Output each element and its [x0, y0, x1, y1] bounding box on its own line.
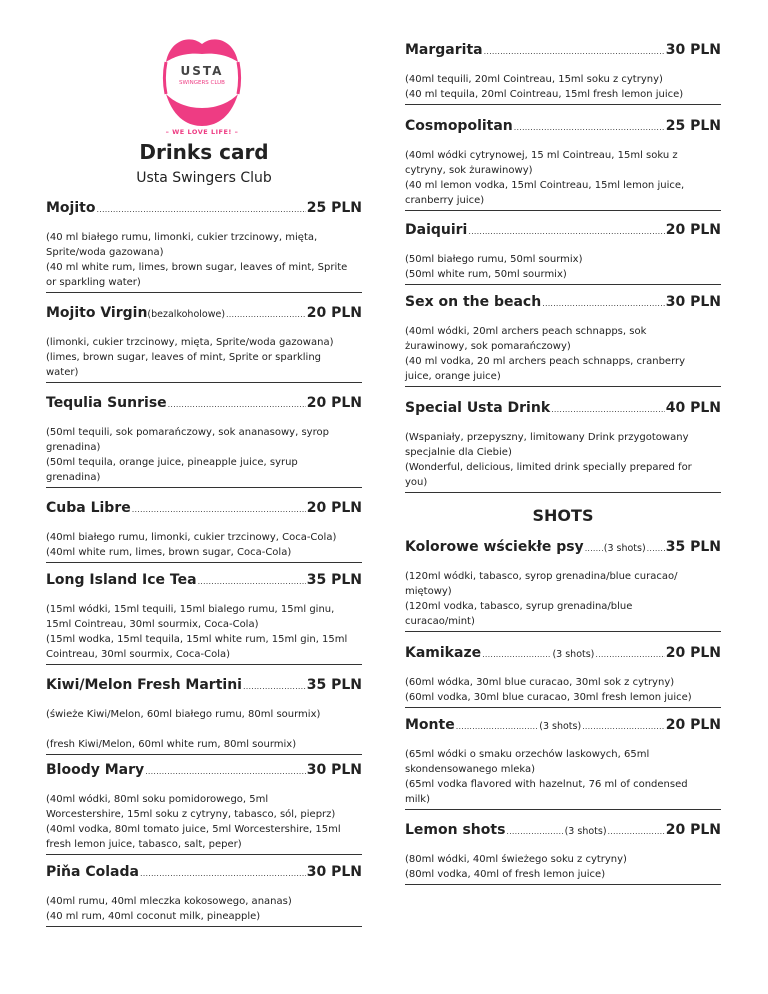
dot-leader: [484, 47, 665, 56]
drink-item: [46, 762, 362, 855]
description-line: (40 ml rum, 40ml coconut milk, pineapple): [46, 911, 261, 922]
description-line: (120ml wódki, tabasco, syrop grenadina/blue curacao/: [405, 571, 678, 582]
drink-price: 30 PLN: [306, 864, 362, 880]
drink-description: [46, 792, 362, 852]
drink-name: Piňa Colada: [46, 864, 139, 880]
description-line: (40 ml lemon vodka, 15ml Cointreau, 15ml lemon juice,: [405, 180, 685, 191]
drink-name: Cuba Libre: [46, 500, 131, 516]
drink-name: Mojito: [46, 200, 96, 216]
description-line: (40ml wódki cytrynowej, 15 ml Cointreau, 15ml soku z: [405, 150, 678, 161]
description-line: (40 ml white rum, limes, brown sugar, leaves of mint, Sprite: [46, 262, 348, 273]
drink-header: [405, 222, 721, 238]
drink-description: [405, 430, 721, 490]
drink-header: [405, 400, 721, 416]
description-line: żurawinowy, sok pomarańczowy): [405, 341, 571, 352]
drink-item: [46, 395, 362, 488]
drink-item: [46, 200, 362, 293]
drink-name: Tequlia Sunrise: [46, 395, 167, 411]
drink-description: [46, 335, 362, 380]
drink-name: Kiwi/Melon Fresh Martini: [46, 677, 242, 693]
description-line: (40ml white rum, limes, brown sugar, Coca-Cola): [46, 547, 292, 558]
description-line: (Wonderful, delicious, limited drink specially prepared for: [405, 462, 692, 473]
divider: [405, 809, 721, 810]
drink-note: (3 shots): [539, 721, 582, 732]
divider: [405, 631, 721, 632]
drink-item: [46, 572, 362, 665]
drink-header: [46, 500, 362, 516]
description-line: (65ml vodka flavored with hazelnut, 76 ml of condensed: [405, 779, 688, 790]
dot-leader: [226, 310, 306, 319]
description-line: (50ml tequili, sok pomarańczowy, sok ananasowy, syrop: [46, 427, 329, 438]
drink-item: [405, 717, 721, 810]
dot-leader: [468, 227, 664, 236]
logo-text: USTA: [180, 64, 224, 78]
dot-leader: [482, 650, 551, 659]
drink-description: [46, 425, 362, 485]
drink-description: [405, 675, 721, 705]
dot-leader: [198, 577, 306, 586]
description-line: you): [405, 477, 428, 488]
description-line: (świeże Kiwi/Melon, 60ml białego rumu, 80ml sourmix): [46, 709, 321, 720]
dot-leader: [585, 544, 603, 553]
drink-description: [405, 852, 721, 882]
drink-header: [46, 395, 362, 411]
description-line: juice, orange juice): [405, 371, 501, 382]
drink-price: 20 PLN: [665, 645, 722, 661]
drink-price: 30 PLN: [665, 42, 721, 58]
description-line: (40 ml białego rumu, limonki, cukier trzcinowy, mięta,: [46, 232, 318, 243]
divider: [405, 386, 721, 387]
dot-leader: [243, 682, 306, 691]
dot-leader: [595, 650, 664, 659]
drink-header: [46, 200, 362, 216]
description-line: (fresh Kiwi/Melon, 60ml white rum, 80ml sourmix): [46, 739, 297, 750]
drink-price: 35 PLN: [665, 539, 721, 555]
description-line: (limonki, cukier trzcinowy, mięta, Sprite/woda gazowana): [46, 337, 334, 348]
drink-item: [405, 645, 721, 708]
description-line: (15ml wodka, 15ml tequila, 15ml white rum, 15ml gin, 15ml: [46, 634, 348, 645]
drink-description: [46, 894, 362, 924]
drink-description: [405, 569, 721, 629]
drink-price: 40 PLN: [665, 400, 721, 416]
description-line: cranberry juice): [405, 195, 485, 206]
drink-name: Cosmopolitan: [405, 118, 513, 134]
description-line: milk): [405, 794, 430, 805]
drink-item: [405, 822, 721, 885]
description-line: (80ml wódki, 40ml świeżego soku z cytryny): [405, 854, 627, 865]
drink-note: (3 shots): [564, 826, 607, 837]
description-line: or sparkling water): [46, 277, 141, 288]
description-line: (40ml vodka, 80ml tomato juice, 5ml Worcestershire, 15ml: [46, 824, 341, 835]
description-line: (40ml tequili, 20ml Cointreau, 15ml soku z cytryny): [405, 74, 663, 85]
dot-leader: [551, 405, 665, 414]
drink-description: [405, 72, 721, 102]
dot-leader: [542, 299, 665, 308]
description-line: (40 ml tequila, 20ml Cointreau, 15ml fresh lemon juice): [405, 89, 684, 100]
page-title: Drinks card: [139, 140, 269, 164]
drink-description: [405, 252, 721, 282]
description-line: (40ml rumu, 40ml mleczka kokosowego, ananas): [46, 896, 292, 907]
drink-item: [46, 677, 362, 755]
drink-header: [46, 572, 362, 588]
description-line: (40ml białego rumu, limonki, cukier trzcinowy, Coca-Cola): [46, 532, 337, 543]
divider: [405, 884, 721, 885]
description-line: grenadina): [46, 472, 101, 483]
drink-description: [405, 747, 721, 807]
drink-price: 35 PLN: [306, 677, 362, 693]
drink-name: Margarita: [405, 42, 483, 58]
description-line: fresh lemon juice, tabasco, salt, peper): [46, 839, 242, 850]
usta-logo: [160, 32, 244, 128]
drink-item: [405, 294, 721, 387]
drink-name: Kolorowe wściekłe psy: [405, 539, 584, 555]
drink-price: 25 PLN: [306, 200, 362, 216]
shots-title: SHOTS: [532, 506, 594, 525]
dot-leader: [608, 827, 665, 836]
drink-description: [46, 602, 362, 662]
drink-header: [405, 822, 721, 838]
drink-description: [405, 148, 721, 208]
drink-header: [405, 645, 721, 661]
drink-price: 20 PLN: [665, 822, 721, 838]
description-line: (limes, brown sugar, leaves of mint, Sprite or sparkling: [46, 352, 322, 363]
drink-name: Lemon shots: [405, 822, 506, 838]
drink-header: [405, 118, 721, 134]
description-line: grenadina): [46, 442, 101, 453]
divider: [405, 707, 721, 708]
drink-item: [46, 864, 362, 927]
drink-name: Mojito Virgin: [46, 305, 148, 321]
divider: [46, 382, 362, 383]
divider: [46, 664, 362, 665]
description-line: (50ml white rum, 50ml sourmix): [405, 269, 567, 280]
description-line: curacao/mint): [405, 616, 475, 627]
drink-item: [405, 42, 721, 105]
logo-subtext: SWINGERS CLUB: [179, 80, 225, 86]
drink-name: Bloody Mary: [46, 762, 145, 778]
dot-leader: [456, 722, 539, 731]
drink-price: 20 PLN: [306, 395, 362, 411]
drink-item: [46, 500, 362, 563]
drink-price: 35 PLN: [306, 572, 362, 588]
drink-header: [405, 42, 721, 58]
description-line: (15ml wódki, 15ml tequili, 15ml bialego rumu, 15ml ginu,: [46, 604, 335, 615]
dot-leader: [582, 722, 665, 731]
drink-header: [405, 539, 721, 555]
description-line: (65ml wódki o smaku orzechów laskowych, 65ml: [405, 749, 650, 760]
divider: [46, 926, 362, 927]
drink-note: (bezalkoholowe): [147, 309, 226, 320]
drink-name: Long Island Ice Tea: [46, 572, 197, 588]
drink-note: (3 shots): [552, 649, 595, 660]
drink-description: [46, 230, 362, 290]
dot-leader: [506, 827, 563, 836]
drink-header: [46, 677, 362, 693]
drink-name: Monte: [405, 717, 455, 733]
drink-description: [405, 324, 721, 384]
divider: [46, 292, 362, 293]
description-line: (120ml vodka, tabasco, syrup grenadina/blue: [405, 601, 633, 612]
description-line: skondensowanego mleka): [405, 764, 536, 775]
description-line: (60ml vodka, 30ml blue curacao, 30ml fresh lemon juice): [405, 692, 692, 703]
drink-item: [46, 305, 362, 383]
description-line: (Wspaniały, przepyszny, limitowany Drink przygotowany: [405, 432, 689, 443]
drink-price: 20 PLN: [306, 305, 362, 321]
divider: [405, 104, 721, 105]
dot-leader: [514, 123, 665, 132]
page-subtitle: Usta Swingers Club: [136, 170, 272, 186]
drink-price: 20 PLN: [665, 222, 721, 238]
drink-price: 20 PLN: [665, 717, 721, 733]
description-line: water): [46, 367, 79, 378]
drink-item: [405, 539, 721, 632]
description-line: (50ml tequila, orange juice, pineapple juice, syrup: [46, 457, 298, 468]
description-line: miętowy): [405, 586, 452, 597]
dot-leader: [96, 205, 305, 214]
drink-header: [46, 762, 362, 778]
description-line: Worcestershire, 15ml soku z cytryny, tabasco, sól, pieprz): [46, 809, 336, 820]
drink-note: (3 shots): [603, 543, 646, 554]
drink-name: Daiquiri: [405, 222, 468, 238]
divider: [405, 284, 721, 285]
dot-leader: [145, 767, 306, 776]
dot-leader: [140, 869, 306, 878]
description-line: 15ml Cointreau, 30ml sourmix, Coca-Cola): [46, 619, 259, 630]
drink-header: [46, 305, 362, 321]
description-line: specjalnie dla Ciebie): [405, 447, 512, 458]
description-line: (80ml vodka, 40ml of fresh lemon juice): [405, 869, 606, 880]
divider: [405, 210, 721, 211]
drink-header: [405, 717, 721, 733]
dot-leader: [132, 505, 306, 514]
drink-description: [46, 707, 362, 752]
divider: [46, 754, 362, 755]
drink-item: [405, 118, 721, 211]
drink-item: [405, 222, 721, 285]
drink-price: 20 PLN: [306, 500, 362, 516]
drink-header: [46, 864, 362, 880]
divider: [405, 492, 721, 493]
description-line: Sprite/woda gazowana): [46, 247, 164, 258]
divider: [46, 854, 362, 855]
description-line: (50ml białego rumu, 50ml sourmix): [405, 254, 583, 265]
drink-description: [46, 530, 362, 560]
divider: [46, 562, 362, 563]
drink-name: Special Usta Drink: [405, 400, 551, 416]
description-line: [46, 722, 362, 737]
description-line: (40 ml vodka, 20 ml archers peach schnapps, cranberry: [405, 356, 686, 367]
drink-name: Sex on the beach: [405, 294, 542, 310]
tagline: – WE LOVE LIFE! –: [165, 128, 239, 136]
description-line: (40ml wódki, 80ml soku pomidorowego, 5ml: [46, 794, 269, 805]
description-line: (40ml wódki, 20ml archers peach schnapps, sok: [405, 326, 647, 337]
dot-leader: [168, 400, 306, 409]
drink-price: 30 PLN: [665, 294, 721, 310]
divider: [46, 487, 362, 488]
description-line: cytryny, sok żurawinowy): [405, 165, 533, 176]
drink-price: 30 PLN: [306, 762, 362, 778]
drink-price: 25 PLN: [665, 118, 721, 134]
drink-item: [405, 400, 721, 493]
drink-name: Kamikaze: [405, 645, 482, 661]
description-line: Cointreau, 30ml sourmix, Coca-Cola): [46, 649, 231, 660]
dot-leader: [647, 544, 665, 553]
description-line: (60ml wódka, 30ml blue curacao, 30ml sok z cytryny): [405, 677, 675, 688]
drink-header: [405, 294, 721, 310]
